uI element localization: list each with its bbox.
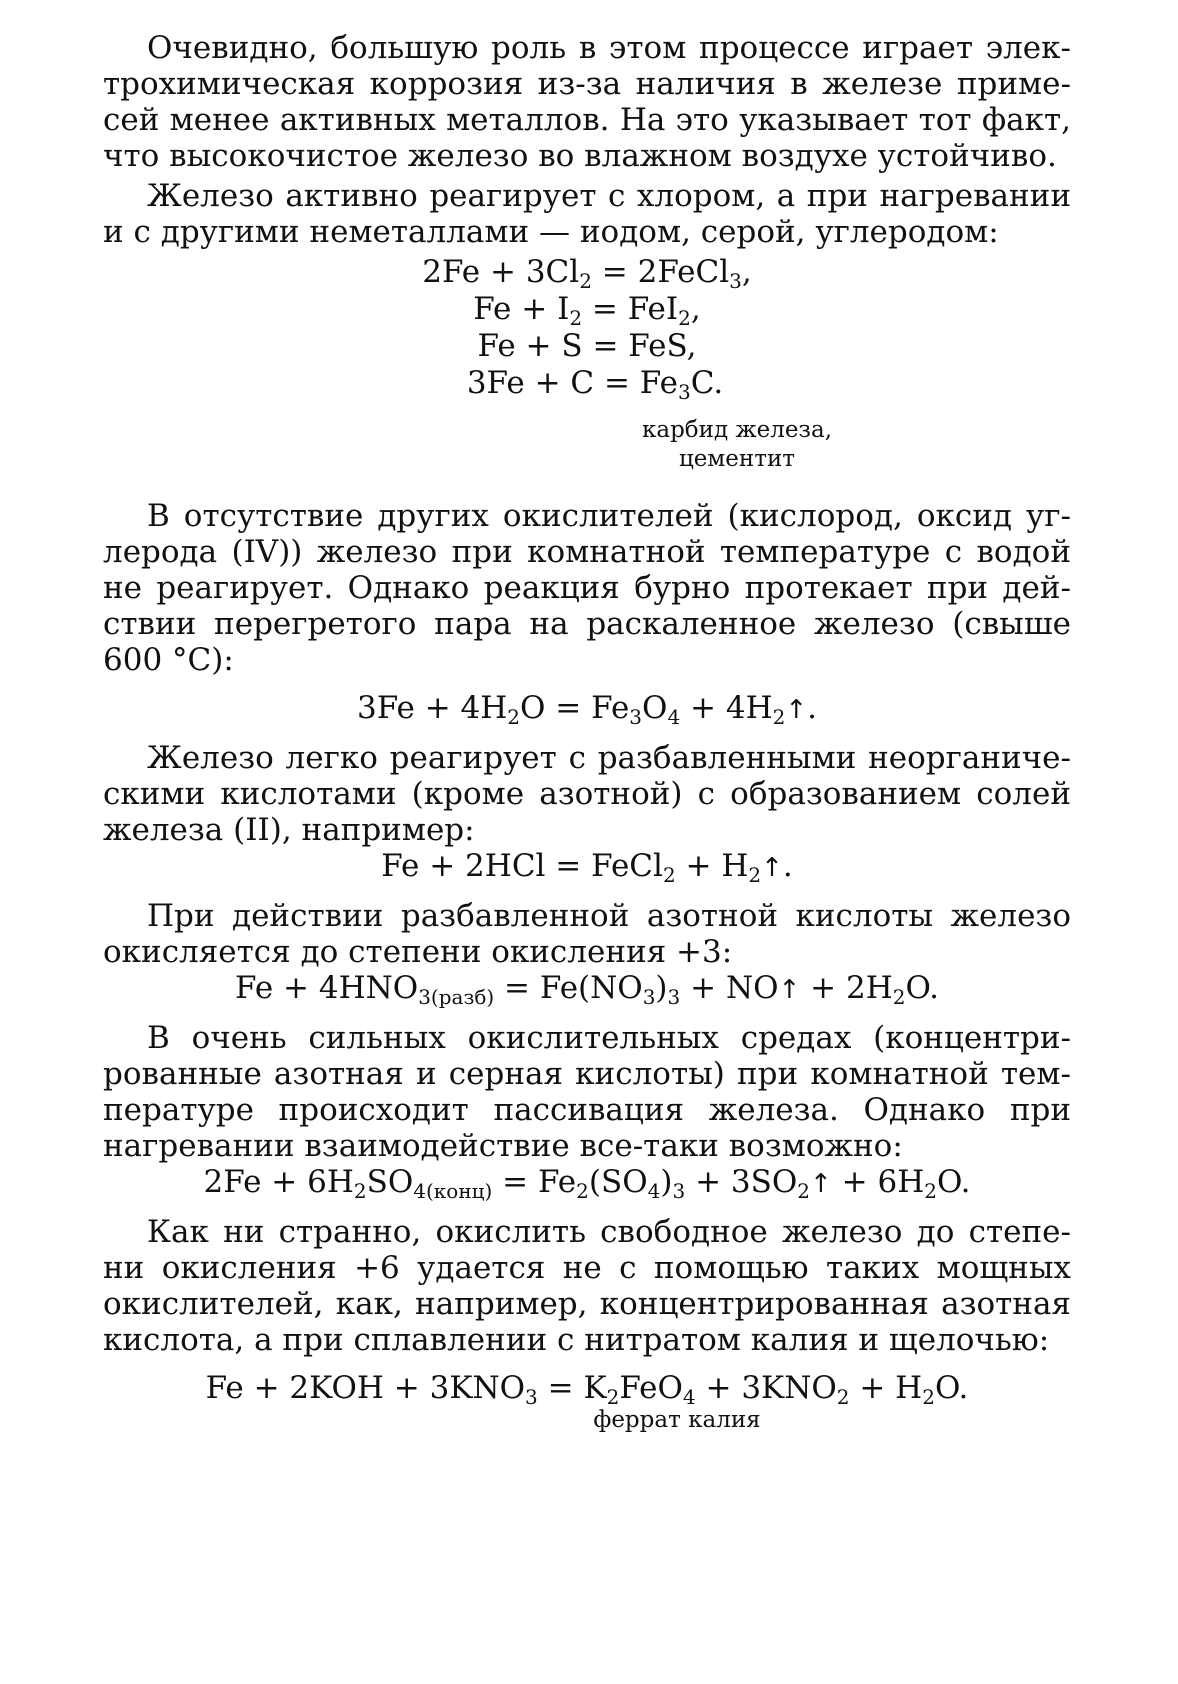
paragraph-corrosion: Очевидно, большую роль в этом процессе играет электрохимическая коррозия из-за наличия в железе примесей менее активных металлов. На это указывает тот факт, что высокочистое железо во влажном воздухе устойчиво.	[103, 30, 1071, 174]
paragraph-water: В отсутствие других окислителей (кислород, оксид углерода (IV)) железо при комнатной температуре с водой не реагирует. Однако реакция бурно протекает при действии перегретого пара на раскаленное железо (свыше 600 °С):	[103, 498, 1071, 678]
note-cementite-name: цементит	[678, 446, 795, 472]
gas-arrow-icon: ↑	[761, 853, 783, 883]
equation-chlorine: $2Fe + 3Cl_2$ = 2FeCl$_3$,	[422, 254, 752, 293]
equation-ferrate: $Fe + 2KOH + 3KNO_3 = K_2FeO_4 + 3KNO_2 + H_2O$.	[205, 1370, 969, 1409]
textbook-page	[103, 30, 1071, 1435]
equation-sulfur: Fe + S = FeS,	[477, 328, 697, 364]
gas-arrow-icon: ↑	[810, 1169, 832, 1199]
equation-hcl: Fe + 2HCl = FeCl$_2$ + $H_2↑$.	[381, 848, 793, 887]
equation-carbon: $3Fe + C = Fe_3C$.	[466, 365, 724, 404]
equation-block-nonmetals	[103, 254, 1071, 402]
equation-iodine: $Fe + I_2 = FeI_2$,	[473, 291, 701, 330]
note-potassium-ferrate: феррат калия	[593, 1407, 761, 1433]
equation-nitric-dilute: $Fe + 4HNO_{3(разб)} = Fe(NO_3)_3$ + NO↑ + $2H_2O$.	[235, 970, 939, 1009]
equation-steam: $3Fe + 4H_2O = Fe_3O_4$ + $4H_2↑$.	[356, 690, 818, 729]
paragraph-ferrate: Как ни странно, окислить свободное железо до степени окисления +6 удается не с помощью таких мощных окислителей, как, например, концентрированная азотная кислота, а при сплавлении с нитратом калия и щелочью:	[103, 1214, 1071, 1358]
gas-arrow-icon: ↑	[778, 975, 801, 1005]
gas-arrow-icon: ↑	[785, 695, 808, 725]
equation-sulfuric-conc: $2Fe + 6H_2SO_{4(конц)} = Fe_2(SO_4)_3$ + $3SO_2↑ + 6H_2O$.	[203, 1164, 971, 1203]
note-carbide-name: карбид железа,	[641, 417, 833, 443]
paragraph-nonmetals: Железо активно реагирует с хлором, а при нагревании и с другими неметаллами — иодом, серой, углеродом:	[103, 178, 1071, 250]
paragraph-dilute-acids: Железо легко реагирует с разбавленными неорганическими кислотами (кроме азотной) с образованием солей железа (II), например:	[103, 740, 1071, 848]
paragraph-passivation: В очень сильных окислительных средах (концентрированные азотная и серная кислоты) при комнатной температуре происходит пассивация железа. Однако при нагревании взаимодействие все-таки возможно:	[103, 1020, 1071, 1164]
paragraph-nitric-dilute: При действии разбавленной азотной кислоты железо окисляется до степени окисления +3:	[103, 898, 1071, 970]
